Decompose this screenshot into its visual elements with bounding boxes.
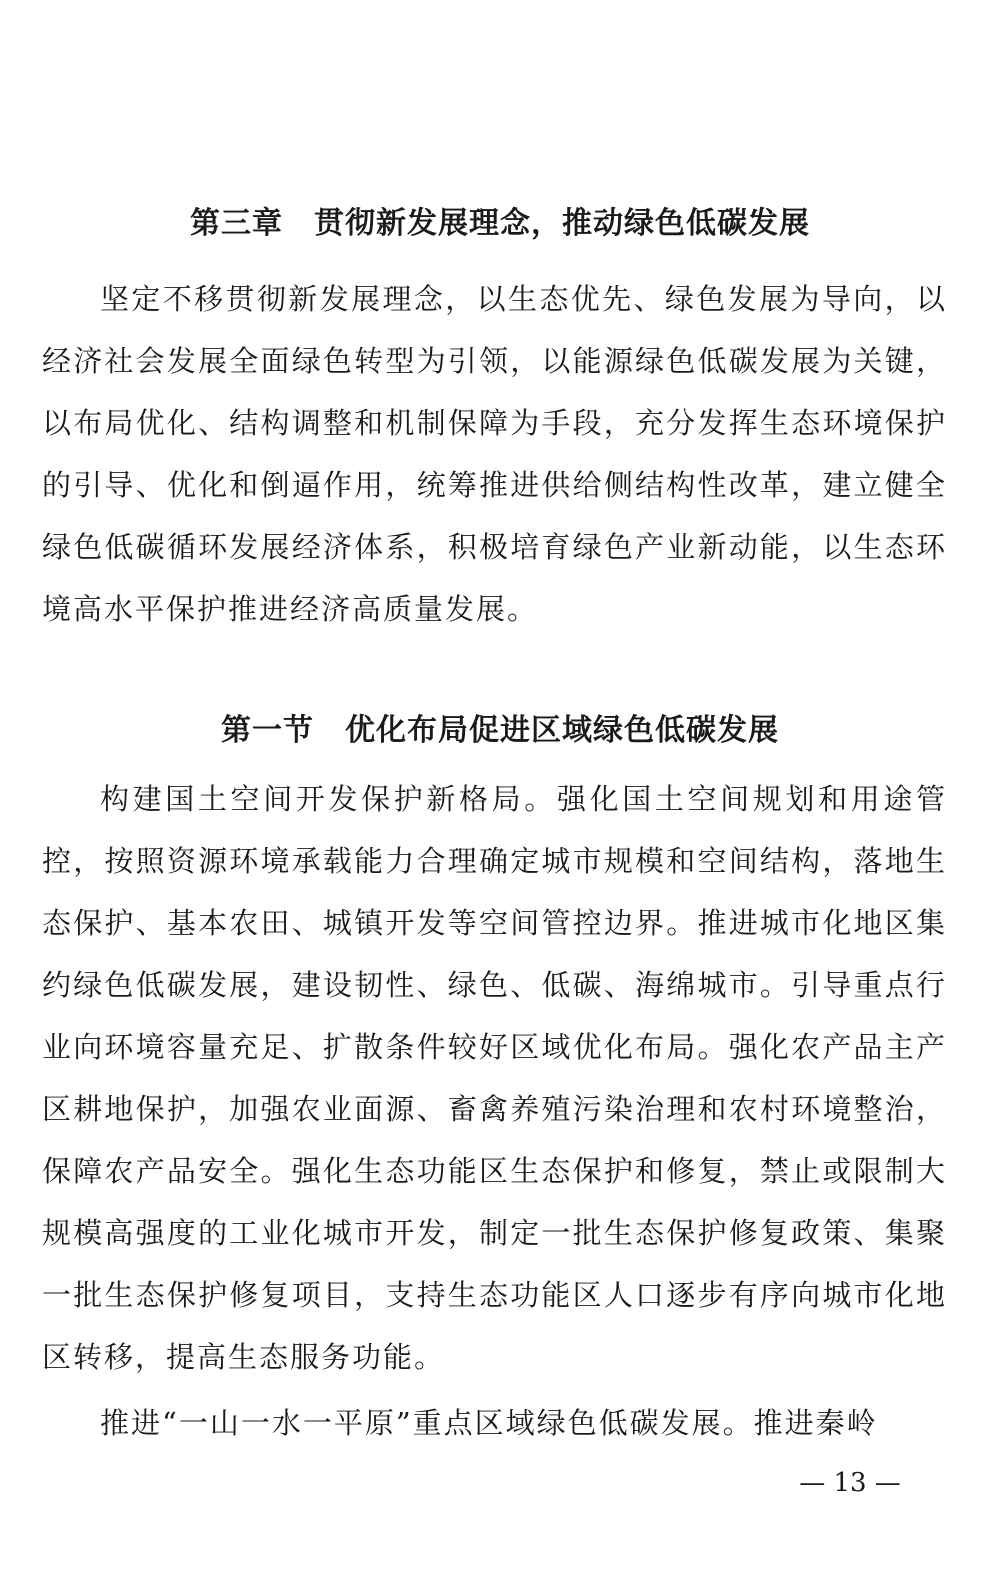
body-paragraph: 推进“一山一水一平原”重点区域绿色低碳发展。推进秦岭	[100, 1406, 878, 1440]
body-paragraph: 构建国土空间开发保护新格局。强化国土空间规划和用途管控，按照资源环境承载能力合理确定城市规模和空间结构，落地生态保护、基本农田、城镇开发等空间管控边界。推进城市化地区集约绿色低碳发展，建设韧性、绿色、低碳、海绵城市。引导重点行业向环境容量充足、扩散条件较好区域优化布局。强化农产品主产区耕地保护，加强农业面源、畜禽养殖污染治理和农村环境整治，保障农产品安全。强化生态功能区生态保护和修复，禁止或限制大规模高强度的工业化城市开发，制定一批生态保护修复政策、集聚一批生态保护修复项目，支持生态功能区人口逐步有序向城市化地区转移，提高生态服务功能。	[42, 782, 947, 1374]
chapter-heading: 第三章 贯彻新发展理念，推动绿色低碳发展	[190, 206, 810, 242]
section-heading: 第一节 优化布局促进区域绿色低碳发展	[221, 712, 779, 748]
body-paragraph: 坚定不移贯彻新发展理念，以生态优先、绿色发展为导向，以经济社会发展全面绿色转型为引领，以能源绿色低碳发展为关键，以布局优化、结构调整和机制保障为手段，充分发挥生态环境保护的引导、优化和倒逼作用，统筹推进供给侧结构性改革，建立健全绿色低碳循环发展经济体系，积极培育绿色产业新动能，以生态环境高水平保护推进经济高质量发展。	[42, 282, 947, 626]
page-number: — 13 —	[799, 1468, 901, 1498]
